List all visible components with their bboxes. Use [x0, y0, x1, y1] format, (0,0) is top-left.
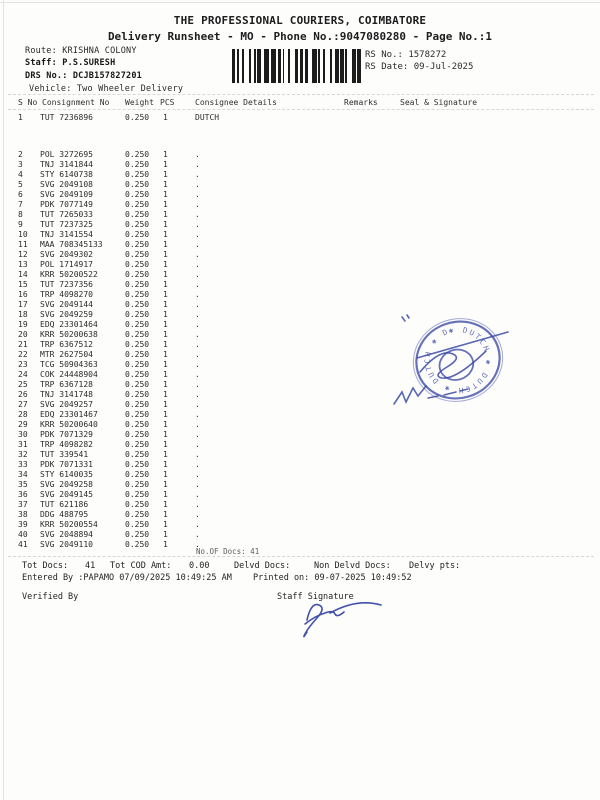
weight-cell: 0.250: [125, 280, 150, 289]
table-row: [0, 250, 600, 260]
sno-cell: 8: [18, 210, 23, 219]
sno-cell: 2: [18, 150, 23, 159]
table-row: [0, 510, 600, 520]
weight-cell: 0.250: [125, 370, 150, 379]
pcs-cell: 1: [163, 530, 168, 539]
sno-cell: 32: [18, 450, 28, 459]
consignee-cell: .: [195, 160, 200, 169]
consignment-cell: KRR 50200522: [40, 270, 98, 279]
weight-cell: 0.250: [125, 240, 150, 249]
pcs-cell: 1: [163, 340, 168, 349]
sno-cell: 17: [18, 300, 28, 309]
consignment-cell: SVG 2049302: [40, 250, 93, 259]
sno-cell: 20: [18, 330, 28, 339]
pcs-cell: 1: [163, 300, 168, 309]
consignee-cell: .: [195, 170, 200, 179]
pcs-cell: 1: [163, 200, 168, 209]
pcs-cell: 1: [163, 330, 168, 339]
entered-by: Entered By :PAPAMO 07/09/2025 10:49:25 AM: [22, 573, 232, 583]
sno-cell: 11: [18, 240, 28, 249]
pcs-cell: 1: [163, 320, 168, 329]
pcs-cell: 1: [163, 160, 168, 169]
consignee-cell: .: [195, 440, 200, 449]
weight-cell: 0.250: [125, 360, 150, 369]
col-pcs: PCS: [160, 98, 175, 107]
consignment-cell: TCG 50904363: [40, 360, 98, 369]
sno-cell: 27: [18, 400, 28, 409]
consignee-cell: .: [195, 400, 200, 409]
pcs-cell: 1: [163, 400, 168, 409]
table-row: [0, 490, 600, 500]
table-row: [0, 530, 600, 540]
weight-cell: 0.250: [125, 260, 150, 269]
consignment-cell: TRP 6367128: [40, 380, 93, 389]
pcs-cell: 1: [163, 460, 168, 469]
pcs-cell: 1: [163, 310, 168, 319]
consignment-cell: SVG 2049257: [40, 400, 93, 409]
table-row: [0, 200, 600, 210]
sno-cell: 24: [18, 370, 28, 379]
pcs-cell: 1: [163, 510, 168, 519]
consignment-cell: TNJ 3141844: [40, 160, 93, 169]
barcode: [232, 49, 361, 83]
weight-cell: 0.250: [125, 150, 150, 159]
sno-cell: 40: [18, 530, 28, 539]
rs-date: RS Date: 09-Jul-2025: [365, 62, 474, 72]
consignment-cell: SVG 2049144: [40, 300, 93, 309]
sno-cell: 30: [18, 430, 28, 439]
consignee-cell: .: [195, 310, 200, 319]
consignee-cell: .: [195, 540, 200, 549]
weight-cell: 0.250: [125, 270, 150, 279]
consignee-cell: .: [195, 510, 200, 519]
consignee-cell: .: [195, 220, 200, 229]
consignment-cell: TUT 7237356: [40, 280, 93, 289]
table-row: [0, 180, 600, 190]
pcs-cell: 1: [163, 350, 168, 359]
weight-cell: 0.250: [125, 390, 150, 399]
pcs-cell: 1: [163, 180, 168, 189]
consignment-cell: TNJ 3141554: [40, 230, 93, 239]
consignee-cell: .: [195, 390, 200, 399]
pcs-cell: 1: [163, 370, 168, 379]
consignee-cell: .: [195, 230, 200, 239]
consignment-cell: KRR 50200640: [40, 420, 98, 429]
non-delvd-docs-label: Non Delvd Docs:: [314, 561, 391, 571]
consignee-cell: .: [195, 300, 200, 309]
sno-cell: 26: [18, 390, 28, 399]
consignment-cell: DDG 488795: [40, 510, 89, 519]
sno-cell: 19: [18, 320, 28, 329]
weight-cell: 0.250: [125, 540, 150, 549]
sno-cell: 37: [18, 500, 28, 509]
consignee-cell: .: [195, 290, 200, 299]
pcs-cell: 1: [163, 270, 168, 279]
table-row: [0, 520, 600, 530]
weight-cell: 0.250: [125, 310, 150, 319]
consignee-cell: .: [195, 530, 200, 539]
staff-info: Staff: P.S.SURESH: [25, 58, 116, 68]
consignee-cell: DUTCH: [195, 113, 220, 122]
consignment-cell: EDQ 23301467: [40, 410, 98, 419]
tot-cod-label: Tot COD Amt:: [110, 561, 172, 571]
consignee-cell: .: [195, 480, 200, 489]
pcs-cell: 1: [163, 230, 168, 239]
weight-cell: 0.250: [125, 113, 150, 122]
col-seal: Seal & Signature: [400, 98, 478, 107]
sno-cell: 31: [18, 440, 28, 449]
consignee-cell: .: [195, 180, 200, 189]
consignment-cell: TUT 7237325: [40, 220, 93, 229]
page-subtitle: Delivery Runsheet - MO - Phone No.:9047080280 - Page No.:1: [107, 30, 493, 43]
consignment-cell: SVG 2049108: [40, 180, 93, 189]
weight-cell: 0.250: [125, 380, 150, 389]
weight-cell: 0.250: [125, 530, 150, 539]
delvy-pts-label: Delvy pts:: [409, 561, 461, 571]
col-consignee: Consignee Details: [195, 98, 277, 107]
divider: [8, 556, 594, 557]
consignment-cell: TRP 6367512: [40, 340, 93, 349]
consignee-cell: .: [195, 460, 200, 469]
weight-cell: 0.250: [125, 160, 150, 169]
sno-cell: 25: [18, 380, 28, 389]
pcs-cell: 1: [163, 390, 168, 399]
printed-on: Printed on: 09-07-2025 10:49:52: [253, 573, 412, 583]
sno-cell: 33: [18, 460, 28, 469]
consignee-cell: .: [195, 410, 200, 419]
sno-cell: 21: [18, 340, 28, 349]
sno-cell: 41: [18, 540, 28, 549]
consignment-cell: KRR 50200638: [40, 330, 98, 339]
staff-signature-mark: [295, 596, 390, 636]
table-row: [0, 230, 600, 240]
divider: [8, 109, 594, 110]
tot-docs-label: Tot Docs:: [22, 561, 69, 571]
barcode-bar: [357, 49, 360, 83]
sno-cell: 5: [18, 180, 23, 189]
rs-number: RS No.: 1578272: [365, 50, 447, 60]
pcs-cell: 1: [163, 280, 168, 289]
sno-cell: 23: [18, 360, 28, 369]
sno-cell: 6: [18, 190, 23, 199]
pcs-cell: 1: [163, 470, 168, 479]
pcs-cell: 1: [163, 113, 168, 122]
consignee-cell: .: [195, 320, 200, 329]
consignee-cell: .: [195, 370, 200, 379]
weight-cell: 0.250: [125, 450, 150, 459]
consignment-cell: TNJ 3141748: [40, 390, 93, 399]
col-weight: Weight: [125, 98, 154, 107]
consignment-cell: SVG 2049110: [40, 540, 93, 549]
sno-cell: 22: [18, 350, 28, 359]
pcs-cell: 1: [163, 250, 168, 259]
table-row: [0, 160, 600, 170]
table-row: [0, 210, 600, 220]
pcs-cell: 1: [163, 440, 168, 449]
consignee-cell: .: [195, 340, 200, 349]
weight-cell: 0.250: [125, 510, 150, 519]
weight-cell: 0.250: [125, 500, 150, 509]
pcs-cell: 1: [163, 150, 168, 159]
consignee-cell: .: [195, 430, 200, 439]
table-row: [0, 460, 600, 470]
table-row: [0, 470, 600, 480]
pcs-cell: 1: [163, 540, 168, 549]
weight-cell: 0.250: [125, 210, 150, 219]
weight-cell: 0.250: [125, 190, 150, 199]
consignment-cell: TUT 621186: [40, 500, 89, 509]
weight-cell: 0.250: [125, 420, 150, 429]
weight-cell: 0.250: [125, 230, 150, 239]
consignee-cell: .: [195, 360, 200, 369]
consignee-cell: .: [195, 240, 200, 249]
table-row: [0, 480, 600, 490]
consignee-cell: .: [195, 380, 200, 389]
sno-cell: 18: [18, 310, 28, 319]
weight-cell: 0.250: [125, 290, 150, 299]
table-row: [0, 430, 600, 440]
vehicle-info: Vehicle: Two Wheeler Delivery: [29, 84, 184, 94]
drs-number: DRS No.: DCJB157827201: [25, 71, 142, 81]
weight-cell: 0.250: [125, 180, 150, 189]
no-of-docs: No.OF Docs: 41: [196, 547, 260, 556]
consignee-cell: .: [195, 420, 200, 429]
weight-cell: 0.250: [125, 200, 150, 209]
table-row: [0, 170, 600, 180]
verified-by-label: Verified By: [22, 592, 79, 602]
sno-cell: 36: [18, 490, 28, 499]
consignee-cell: .: [195, 500, 200, 509]
consignee-cell: .: [195, 260, 200, 269]
pcs-cell: 1: [163, 290, 168, 299]
consignment-cell: TRP 4098270: [40, 290, 93, 299]
consignment-cell: KRR 50200554: [40, 520, 98, 529]
weight-cell: 0.250: [125, 480, 150, 489]
pcs-cell: 1: [163, 430, 168, 439]
staff-signature-label: Staff Signature: [277, 592, 354, 602]
table-row: [0, 270, 600, 280]
delvd-docs-label: Delvd Docs:: [234, 561, 291, 571]
sno-cell: 12: [18, 250, 28, 259]
weight-cell: 0.250: [125, 220, 150, 229]
consignment-cell: PDK 7077149: [40, 200, 93, 209]
sno-cell: 39: [18, 520, 28, 529]
table-row: [0, 220, 600, 230]
sno-cell: 4: [18, 170, 23, 179]
page-title: THE PROFESSIONAL COURIERS, COIMBATORE: [173, 14, 427, 27]
pcs-cell: 1: [163, 490, 168, 499]
sno-cell: 16: [18, 290, 28, 299]
table-row: [0, 280, 600, 290]
consignee-cell: .: [195, 470, 200, 479]
sno-cell: 38: [18, 510, 28, 519]
pcs-cell: 1: [163, 410, 168, 419]
weight-cell: 0.250: [125, 330, 150, 339]
consignment-cell: STY 6140738: [40, 170, 93, 179]
table-row: [0, 500, 600, 510]
table-row: [0, 240, 600, 250]
table-row: [0, 540, 600, 550]
consignment-cell: TUT 7265033: [40, 210, 93, 219]
consignee-cell: .: [195, 150, 200, 159]
consignment-cell: TUT 7236896: [40, 113, 93, 122]
tot-docs-value: 41: [85, 561, 96, 571]
consignee-cell: .: [195, 350, 200, 359]
weight-cell: 0.250: [125, 250, 150, 259]
consignee-cell: .: [195, 200, 200, 209]
weight-cell: 0.250: [125, 490, 150, 499]
weight-cell: 0.250: [125, 350, 150, 359]
sno-cell: 7: [18, 200, 23, 209]
sno-cell: 29: [18, 420, 28, 429]
weight-cell: 0.250: [125, 430, 150, 439]
consignee-cell: .: [195, 190, 200, 199]
ink-speck: [402, 315, 409, 321]
consignment-cell: SVG 2049109: [40, 190, 93, 199]
sno-cell: 35: [18, 480, 28, 489]
table-header: [0, 98, 600, 108]
consignment-cell: SVG 2048894: [40, 530, 93, 539]
consignment-cell: POL 3272695: [40, 150, 93, 159]
pcs-cell: 1: [163, 170, 168, 179]
sno-cell: 3: [18, 160, 23, 169]
sno-cell: 34: [18, 470, 28, 479]
consignment-cell: MTR 2627504: [40, 350, 93, 359]
consignment-cell: SVG 2049258: [40, 480, 93, 489]
consignment-cell: PDK 7071331: [40, 460, 93, 469]
consignment-cell: POL 1714917: [40, 260, 93, 269]
col-remarks: Remarks: [344, 98, 378, 107]
tot-cod-value: 0.00: [189, 561, 210, 571]
pcs-cell: 1: [163, 240, 168, 249]
consignee-cell: .: [195, 450, 200, 459]
weight-cell: 0.250: [125, 170, 150, 179]
table-row: [0, 190, 600, 200]
consignment-cell: PDK 7071329: [40, 430, 93, 439]
sno-cell: 10: [18, 230, 28, 239]
pcs-cell: 1: [163, 420, 168, 429]
col-sno: S No: [18, 98, 38, 107]
route-info: Route: KRISHNA COLONY: [25, 46, 137, 56]
pcs-cell: 1: [163, 190, 168, 199]
stamp-zigzag-mark: [394, 386, 426, 404]
consignment-cell: COK 24448904: [40, 370, 98, 379]
sno-cell: 1: [18, 113, 23, 122]
consignee-cell: .: [195, 270, 200, 279]
sno-cell: 9: [18, 220, 23, 229]
pcs-cell: 1: [163, 210, 168, 219]
consignment-cell: TRP 4098282: [40, 440, 93, 449]
sno-cell: 13: [18, 260, 28, 269]
pcs-cell: 1: [163, 520, 168, 529]
weight-cell: 0.250: [125, 300, 150, 309]
stamp-ring-text: ✱ DUTCH ✱ DUTCH ✱ DUTCH ✱ DUTCH: [358, 314, 494, 396]
consignee-cell: .: [195, 210, 200, 219]
scan-edge-top: [0, 2, 600, 3]
consignment-cell: MAA 708345133: [40, 240, 103, 249]
weight-cell: 0.250: [125, 440, 150, 449]
consignee-cell: .: [195, 330, 200, 339]
consignment-cell: STY 6140035: [40, 470, 93, 479]
weight-cell: 0.250: [125, 410, 150, 419]
consignment-cell: TUT 339541: [40, 450, 89, 459]
table-row: [0, 440, 600, 450]
pcs-cell: 1: [163, 450, 168, 459]
pcs-cell: 1: [163, 480, 168, 489]
weight-cell: 0.250: [125, 340, 150, 349]
sno-cell: 15: [18, 280, 28, 289]
pcs-cell: 1: [163, 380, 168, 389]
table-row: [0, 450, 600, 460]
weight-cell: 0.250: [125, 520, 150, 529]
sno-cell: 14: [18, 270, 28, 279]
col-consignment: Consignment No: [42, 98, 110, 107]
pcs-cell: 1: [163, 360, 168, 369]
pcs-cell: 1: [163, 220, 168, 229]
table-row: [0, 113, 600, 123]
divider: [8, 94, 594, 95]
consignment-cell: EDQ 23301464: [40, 320, 98, 329]
seal-stamp: [358, 295, 560, 425]
consignee-cell: .: [195, 280, 200, 289]
consignment-cell: SVG 2049259: [40, 310, 93, 319]
pcs-cell: 1: [163, 260, 168, 269]
table-row: [0, 260, 600, 270]
pcs-cell: 1: [163, 500, 168, 509]
table-row: [0, 150, 600, 160]
sno-cell: 28: [18, 410, 28, 419]
weight-cell: 0.250: [125, 400, 150, 409]
weight-cell: 0.250: [125, 320, 150, 329]
consignee-cell: .: [195, 250, 200, 259]
consignee-cell: .: [195, 520, 200, 529]
consignment-cell: SVG 2049145: [40, 490, 93, 499]
consignee-cell: .: [195, 490, 200, 499]
weight-cell: 0.250: [125, 460, 150, 469]
weight-cell: 0.250: [125, 470, 150, 479]
